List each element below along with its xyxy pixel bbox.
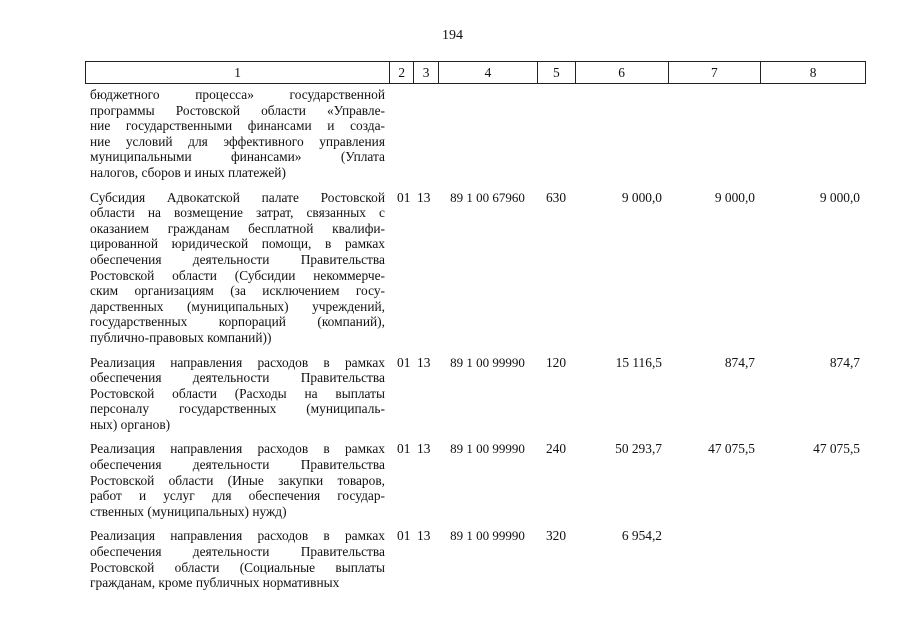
section-code: 01 (397, 189, 411, 205)
amount-year-2: 9 000,0 (714, 189, 755, 205)
row-description (85, 190, 385, 346)
description-line: ние условий для эффективного управления (90, 133, 385, 149)
description-line: Реализация направления расходов в рамках (90, 441, 385, 457)
amount-year-3: 47 075,5 (813, 441, 860, 457)
target-article: 89 1 00 99990 (450, 441, 525, 457)
description-line: Реализация направления расходов в рамках (90, 528, 385, 544)
description-line: ственных (муниципальных) нужд) (90, 503, 287, 519)
section-code: 01 (397, 354, 411, 370)
description-line: муниципальными финансами» (Уплата (90, 149, 385, 165)
header-col-4: 4 (438, 62, 537, 83)
description-line: ским организациям (за исключением госу- (90, 283, 385, 299)
table-body (85, 87, 866, 591)
expense-type: 320 (545, 528, 567, 544)
header-col-8: 8 (760, 62, 865, 83)
description-line: персоналу государственных (муниципаль- (90, 401, 385, 417)
amount-year-1: 50 293,7 (615, 441, 662, 457)
row-description (85, 355, 385, 433)
description-line: ние государственными финансами и созда- (90, 118, 385, 134)
description-line: Ростовской области (Расходы на выплаты (90, 385, 385, 401)
table-header (85, 61, 866, 84)
table-row (85, 528, 866, 590)
description-line: цированной юридической помощи, в рамках (90, 236, 385, 252)
subsection-code: 13 (417, 528, 431, 544)
description-line: обеспечения деятельности Правительства (90, 251, 385, 267)
table-row (85, 355, 866, 433)
header-col-3: 3 (413, 62, 438, 83)
header-col-5: 5 (537, 62, 575, 83)
target-article: 89 1 00 99990 (450, 528, 525, 544)
expense-type: 630 (545, 189, 567, 205)
description-line: оказанием гражданам бесплатной квалифи- (90, 220, 385, 236)
description-line: области на возмещение затрат, связанных с (90, 205, 385, 221)
amount-year-3: 9 000,0 (819, 189, 860, 205)
description-line: публично-правовых компаний)) (90, 329, 272, 345)
amount-year-3: 874,7 (829, 354, 860, 370)
description-line: налогов, сборов и иных платежей) (90, 164, 286, 180)
description-line: программы Ростовской области «Управле- (90, 102, 385, 118)
amount-year-2: 874,7 (724, 354, 755, 370)
amount-year-1: 15 116,5 (615, 354, 662, 370)
row-description (85, 87, 385, 181)
description-line: Ростовской области (Социальные выплаты (90, 559, 385, 575)
table-row (85, 441, 866, 519)
description-line: гражданам, кроме публичных нормативных (90, 575, 340, 591)
description-line: Субсидия Адвокатской палате Ростовской (90, 189, 385, 205)
table-row (85, 87, 866, 181)
description-line: бюджетного процесса» государственной (90, 87, 385, 102)
description-line: дарственных (муниципальных) учреждений, (90, 298, 385, 314)
description-line: ных) органов) (90, 416, 171, 432)
row-description (85, 528, 385, 590)
description-line: Ростовской области (Иные закупки товаров, (90, 472, 385, 488)
description-line: обеспечения деятельности Правительства (90, 370, 385, 386)
subsection-code: 13 (417, 354, 431, 370)
target-article: 89 1 00 67960 (450, 189, 525, 205)
subsection-code: 13 (417, 441, 431, 457)
header-col-7: 7 (668, 62, 761, 83)
row-description (85, 441, 385, 519)
header-col-6: 6 (575, 62, 668, 83)
description-line: работ и услуг для обеспечения государ- (90, 488, 385, 504)
amount-year-2: 47 075,5 (708, 441, 755, 457)
header-col-1: 1 (234, 65, 241, 80)
amount-year-1: 6 954,2 (621, 528, 662, 544)
header-col-2: 2 (389, 62, 413, 83)
target-article: 89 1 00 99990 (450, 354, 525, 370)
description-line: обеспечения деятельности Правительства (90, 544, 385, 560)
budget-table (85, 61, 866, 600)
expense-type: 240 (545, 441, 567, 457)
description-line: Реализация направления расходов в рамках (90, 354, 385, 370)
expense-type: 120 (545, 354, 567, 370)
section-code: 01 (397, 441, 411, 457)
page-number: 194 (442, 28, 463, 43)
table-row (85, 190, 866, 346)
description-line: обеспечения деятельности Правительства (90, 457, 385, 473)
section-code: 01 (397, 528, 411, 544)
description-line: государственных корпораций (компаний), (90, 314, 385, 330)
description-line: Ростовской области (Субсидии некоммерче- (90, 267, 385, 283)
amount-year-1: 9 000,0 (621, 189, 662, 205)
subsection-code: 13 (417, 189, 431, 205)
